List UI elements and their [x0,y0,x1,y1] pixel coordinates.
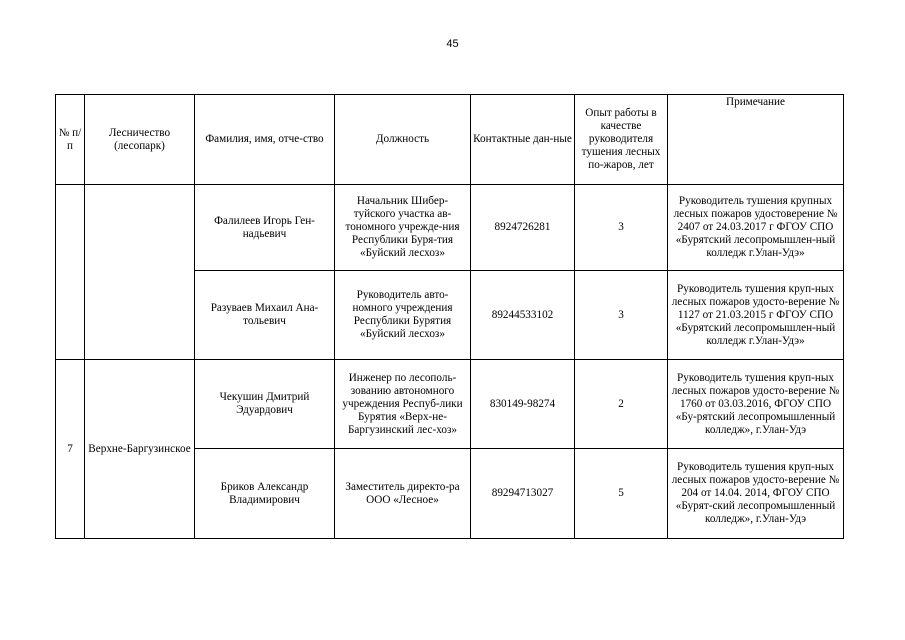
page-number: 45 [446,38,459,50]
contact-cell: 89244533102 [471,271,575,360]
contact-cell: 8924726281 [471,185,575,271]
experience-cell: 3 [575,185,668,271]
name-cell: Бриков Александр Владимирович [195,449,335,539]
name-cell: Чекушин Дмитрий Эдуардович [195,360,335,449]
experience-cell: 5 [575,449,668,539]
group-forestry-cell: Верхне-Баргузинское [85,360,195,539]
table-row [56,360,844,449]
position-cell: Инженер по лесополь-зованию автономного учреждения Респуб-лики Бурятия «Верх-не-Баргузинский лес-хоз» [335,360,471,449]
group-num-cell [56,185,85,360]
position-cell: Заместитель директо-ра ООО «Лесное» [335,449,471,539]
contact-cell: 89294713027 [471,449,575,539]
note-cell: Руководитель тушения круп-ных лесных пожаров удосто-верение № 1760 от 03.03.2016, ФГОУ СПО «Бу-рятский лесопромышленный колледж», г.Улан-Удэ [668,360,844,449]
note-cell: Руководитель тушения крупных лесных пожаров удостоверение № 2407 от 24.03.2017 г ФГОУ СПО «Бурятский лесопромышлен-ный колледж г.Улан-Удэ» [668,185,844,271]
header-note: Примечание [668,95,844,185]
header-experience: Опыт работы в качестве руководителя тушения лесных по-жаров, лет [575,95,668,185]
name-cell: Фалилеев Игорь Ген-надьевич [195,185,335,271]
staff-table [55,94,844,539]
table-row [56,185,844,271]
name-cell: Разуваев Михаил Ана-тольевич [195,271,335,360]
position-cell: Начальник Шибер-туйского участка ав-тономного учрежде-ния Республики Буря-тия «Буйский лесхоз» [335,185,471,271]
group-forestry-cell [85,185,195,360]
position-cell: Руководитель авто-номного учреждения Республики Бурятия «Буйский лесхоз» [335,271,471,360]
experience-cell: 3 [575,271,668,360]
experience-cell: 2 [575,360,668,449]
header-num: № п/п [56,95,85,185]
header-name: Фамилия, имя, отче-ство [195,95,335,185]
header-position: Должность [335,95,471,185]
header-forestry: Лесничество (лесопарк) [85,95,195,185]
header-row [56,95,844,185]
contact-cell: 830149-98274 [471,360,575,449]
header-contact: Контактные дан-ные [471,95,575,185]
note-cell: Руководитель тушения круп-ных лесных пожаров удосто-верение № 1127 от 21.03.2015 г ФГОУ СПО «Бурятский лесопромышлен-ный колледж г.Улан-Удэ» [668,271,844,360]
group-num-cell: 7 [56,360,85,539]
note-cell: Руководитель тушения круп-ных лесных пожаров удосто-верение № 204 от 14.04. 2014, ФГОУ СПО «Бурят-ский лесопромышленный колледж», г.Улан-Удэ [668,449,844,539]
